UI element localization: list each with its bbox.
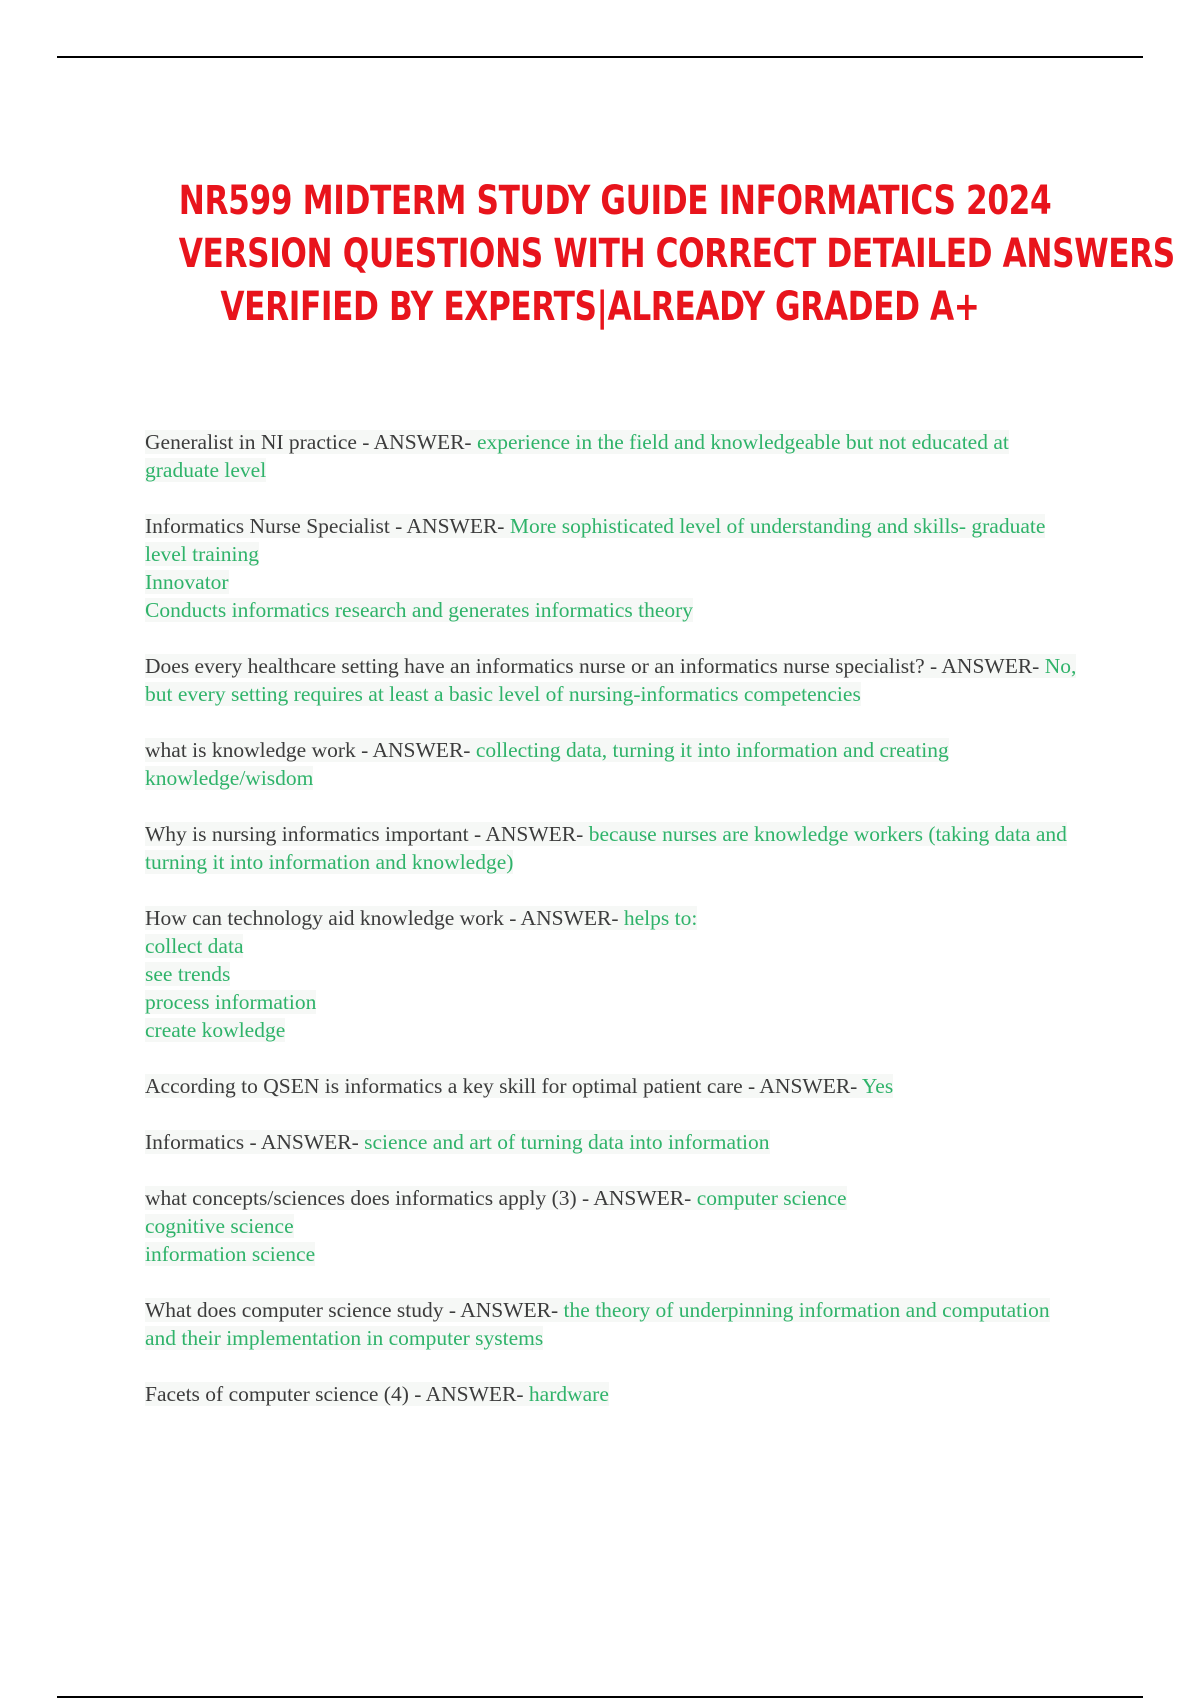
qa-item [145, 1128, 1085, 1156]
answer-line: see trends [145, 962, 231, 986]
qa-text [145, 906, 697, 930]
qa-text [145, 1130, 770, 1154]
question-text: According to QSEN is informatics a key skill for optimal patient care - ANSWER- [145, 1074, 858, 1098]
answer-text: helps to: [618, 906, 698, 930]
answer-line: Innovator [145, 570, 229, 594]
answer-line-wrap [145, 596, 1085, 624]
qa-item [145, 428, 1085, 484]
answer-line-wrap [145, 960, 1085, 988]
title-line-2: VERSION QUESTIONS WITH CORRECT DETAILED ANSWERS [178, 231, 1175, 277]
answer-text: computer science [691, 1186, 847, 1210]
answer-text: No, but every setting requires at least a basic level of nursing-informatics competencies [145, 654, 1077, 706]
qa-item [145, 1296, 1085, 1352]
qa-text [145, 430, 1009, 482]
qa-text [145, 738, 949, 790]
question-text: Why is nursing informatics important - ANSWER- [145, 822, 584, 846]
question-text: what is knowledge work - ANSWER- [145, 738, 471, 762]
answer-text: hardware [523, 1382, 609, 1406]
answer-text: collecting data, turning it into information and creating knowledge/wisdom [145, 738, 949, 790]
question-text: Does every healthcare setting have an informatics nurse or an informatics nurse specialist? - ANSWER- [145, 654, 1040, 678]
qa-item [145, 512, 1085, 624]
qa-text [145, 654, 1076, 706]
answer-line-wrap [145, 1240, 1085, 1268]
qa-item [145, 652, 1085, 708]
bottom-rule [57, 1696, 1143, 1698]
answer-line-wrap [145, 1212, 1085, 1240]
qa-item [145, 736, 1085, 792]
answer-text: experience in the field and knowledgeable but not educated at graduate level [145, 430, 1009, 482]
answer-line: cognitive science [145, 1214, 294, 1238]
answer-text: science and art of turning data into information [358, 1130, 770, 1154]
answer-line: information science [145, 1242, 316, 1266]
title-line-1: NR599 MIDTERM STUDY GUIDE INFORMATICS 2024 [178, 178, 1052, 224]
qa-item [145, 820, 1085, 876]
question-text: Facets of computer science (4) - ANSWER- [145, 1382, 524, 1406]
answer-line-wrap [145, 988, 1085, 1016]
question-text: what concepts/sciences does informatics apply (3) - ANSWER- [145, 1186, 692, 1210]
qa-list [145, 428, 1085, 1436]
answer-line-wrap [145, 1016, 1085, 1044]
document-title [178, 175, 1175, 334]
question-text: How can technology aid knowledge work - ANSWER- [145, 906, 619, 930]
answer-text: the theory of underpinning information and computation and their implementation in computer systems [145, 1298, 1050, 1350]
question-text: Informatics - ANSWER- [145, 1130, 359, 1154]
question-text: What does computer science study - ANSWER- [145, 1298, 559, 1322]
answer-line-wrap [145, 932, 1085, 960]
answer-line: Conducts informatics research and generates informatics theory [145, 598, 694, 622]
qa-item [145, 904, 1085, 1044]
answer-text: because nurses are knowledge workers (taking data and turning it into information and knowledge) [145, 822, 1067, 874]
answer-text: More sophisticated level of understanding and skills- graduate level training [145, 514, 1046, 566]
qa-text [145, 1298, 1050, 1350]
qa-text [145, 1382, 609, 1406]
top-rule [57, 56, 1143, 58]
qa-text [145, 514, 1045, 566]
answer-line-wrap [145, 568, 1085, 596]
question-text: Informatics Nurse Specialist - ANSWER- [145, 514, 505, 538]
qa-item [145, 1072, 1085, 1100]
qa-text [145, 822, 1067, 874]
title-line-3: VERIFIED BY EXPERTS|ALREADY GRADED A+ [220, 284, 980, 330]
qa-text [145, 1074, 893, 1098]
qa-text [145, 1186, 847, 1210]
qa-item [145, 1380, 1085, 1408]
answer-line: create kowledge [145, 1018, 286, 1042]
question-text: Generalist in NI practice - ANSWER- [145, 430, 472, 454]
answer-text: Yes [857, 1074, 894, 1098]
answer-line: process information [145, 990, 317, 1014]
qa-item [145, 1184, 1085, 1268]
answer-line: collect data [145, 934, 244, 958]
